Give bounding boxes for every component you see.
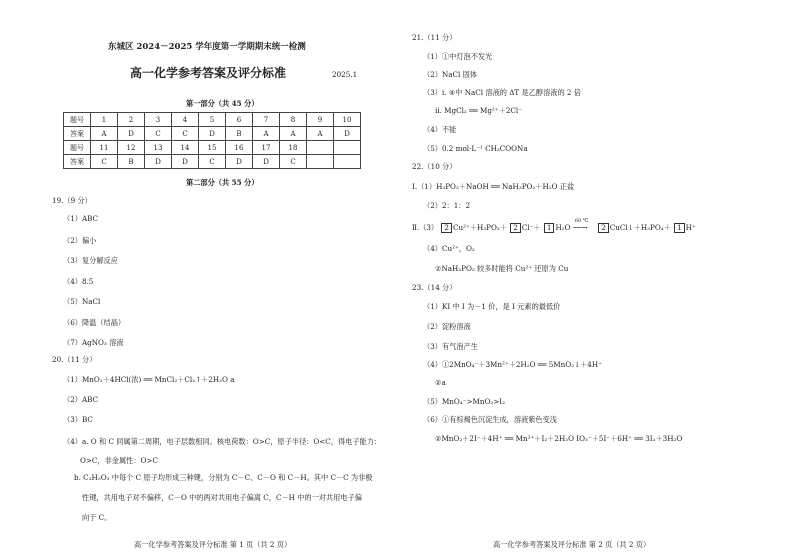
coefficient-box: 1 <box>674 223 685 233</box>
answer-line: （4）8.5 <box>63 277 94 286</box>
table-row: 答案 C B D D C D D C <box>64 155 361 169</box>
q19-heading: 19.（9 分） <box>52 196 92 205</box>
answer-line: ②a <box>435 378 446 387</box>
answer-line: （3）复分解反应 <box>63 256 118 265</box>
coefficient-box: 2 <box>441 223 452 233</box>
coefficient-box: 1 <box>544 223 555 233</box>
reaction-condition: 60 ℃ <box>574 218 589 224</box>
answer-line: （4）a. O 和 C 同属第二周期，电子层数相同。核电荷数：O>C，原子半径：O<C，得电子能力： <box>63 437 382 446</box>
answer-line: 向于 C。 <box>82 513 112 522</box>
answer-line: ②NaH₂PO₂ 较多时能将 Cu²⁺ 还原为 Cu <box>435 264 569 273</box>
q23-heading: 23.（14 分） <box>412 283 457 292</box>
answer-line: （1）MnO₂＋4HCl(浓) ══ MnCl₂＋Cl₂↑＋2H₂O a <box>63 375 235 384</box>
page-title: 高一化学参考答案及评分标准 <box>130 66 287 80</box>
answer-line: （5）0.2 mol·L⁻¹ CH₃COONa <box>423 144 528 153</box>
date: 2025.1 <box>332 70 358 79</box>
part2-title: 第二部分（共 55 分） <box>186 178 259 187</box>
answer-line: （1）KI 中 I 为－1 价，是 I 元素的最低价 <box>423 302 561 311</box>
answer-line: （7）AgNO₃ 溶液 <box>63 338 124 347</box>
equation-line: Ⅱ.（3） 2 Cu²⁺＋H₃PO₂＋ 2 Cl⁻＋ 1 H₂O 60 ℃ ──→ 2 CuCl↓＋H₃PO₄＋ 1 H⁺ <box>412 218 696 232</box>
answer-line: （5）MnO₄⁻>MnO₂>I₂ <box>423 397 506 406</box>
page-footer: 高一化学参考答案及评分标准 第 2 页（共 2 页） <box>493 540 651 549</box>
table-row: 答案 A D C C D B A A A D <box>64 127 361 141</box>
answer-line: （3）ⅰ. ④中 NaCl 溶液的 ΔT 是乙醇溶液的 2 倍 <box>423 88 581 97</box>
page-2 <box>397 0 794 558</box>
answer-line: （3）BC <box>63 415 93 424</box>
exam-header: 东城区 2024－2025 学年度第一学期期末统一检测 <box>108 42 306 52</box>
reaction-arrow: 60 ℃ ──→ <box>572 218 589 232</box>
page-footer: 高一化学参考答案及评分标准 第 1 页（共 2 页） <box>134 540 292 549</box>
answer-line: （2）2：1：2 <box>423 201 471 210</box>
q22-heading: 22.（10 分） <box>412 162 457 171</box>
answer-line: （2）偏小 <box>63 236 97 245</box>
table-row: 题号 1 2 3 4 5 6 7 8 9 10 <box>64 113 361 127</box>
answer-line: 性键，共用电子对不偏移，C－O 中的两对共用电子偏离 C，C－H 中的一对共用电子偏 <box>82 493 362 502</box>
answer-line: （5）NaCl <box>63 297 101 306</box>
answer-line: （2）淀粉溶液 <box>423 322 471 331</box>
answer-line: （6）①有棕褐色沉淀生成，溶液紫色变浅 <box>423 415 557 424</box>
coefficient-box: 2 <box>598 223 609 233</box>
answer-line: （4）Cu²⁺，O₂ <box>423 244 475 253</box>
answer-line: （2）ABC <box>63 395 99 404</box>
answer-line: （4）不能 <box>423 125 457 134</box>
answer-line: （2）NaCl 固体 <box>423 70 477 79</box>
answer-line: （1）①中灯泡不发光 <box>423 52 493 61</box>
q21-heading: 21.（11 分） <box>412 33 457 42</box>
table-row: 题号 11 12 13 14 15 16 17 18 <box>64 141 361 155</box>
answer-line: ②MnO₂＋2I⁻＋4H⁺ ══ Mn²⁺＋I₂＋2H₂O IO₃⁻＋5I⁻＋6H⁺ ══ 3I₂＋3H₂O <box>435 434 683 443</box>
part1-title: 第一部分（共 45 分） <box>186 99 259 108</box>
answer-line: Ⅰ.（1）H₃PO₂＋NaOH ══ NaH₂PO₂＋H₂O 正盐 <box>412 182 575 191</box>
answer-line: （1）ABC <box>63 214 99 223</box>
answer-line: （4）①2MnO₄⁻＋3Mn²⁺＋2H₂O ══ 5MnO₂↓＋4H⁺ <box>423 360 602 369</box>
answer-table <box>63 112 361 169</box>
answer-line: b. C₂H₅O₃ 中每个 C 原子均形成三种键，分别为 C－C、C－O 和 C－H。其中 C－C 为非极 <box>74 473 373 482</box>
q20-heading: 20.（11 分） <box>52 355 97 364</box>
answer-line: O>C，非金属性：O>C <box>80 456 158 465</box>
coefficient-box: 2 <box>510 223 521 233</box>
answer-line: ⅱ. MgCl₂ ══ Mg²⁺＋2Cl⁻ <box>435 106 523 115</box>
answer-line: （3）有气泡产生 <box>423 342 478 351</box>
answer-line: （6）降温（结晶） <box>63 318 126 327</box>
